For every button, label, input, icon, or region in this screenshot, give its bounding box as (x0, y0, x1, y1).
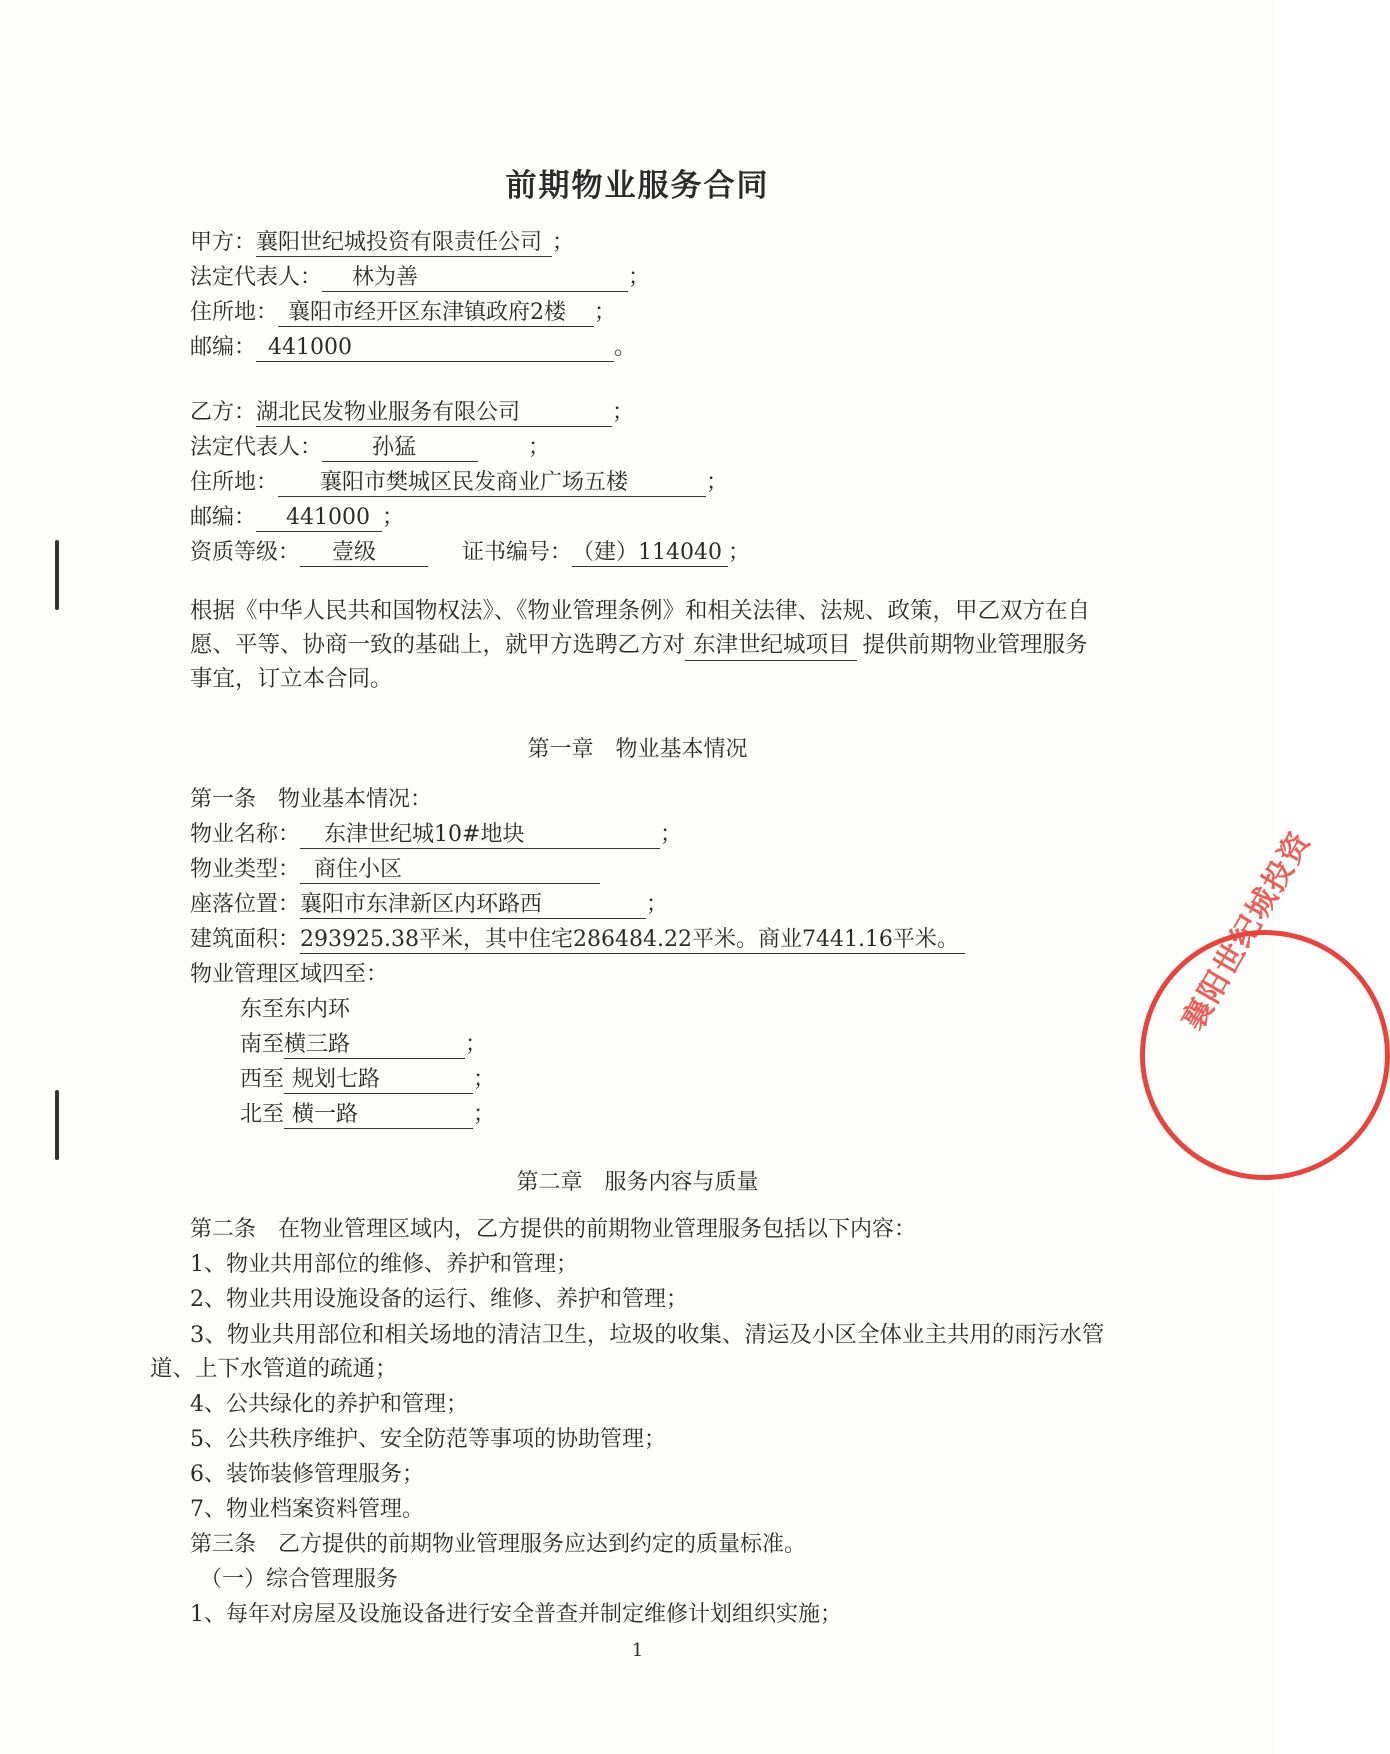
service-item: 5、公共秩序维护、安全防范等事项的协助管理； (190, 1427, 666, 1452)
property-location-line: 座落位置：襄阳市东津新区内环路西 ； (190, 892, 669, 917)
boundary-west-line: 西至 规划七路 ； (240, 1067, 496, 1092)
party-a-address: 襄阳市经开区东津镇政府2楼 (278, 299, 594, 327)
binding-hole-mark (55, 1090, 59, 1160)
service-item: 2、物业共用设施设备的运行、维修、养护和管理； (190, 1287, 688, 1312)
party-b-name-line: 乙方：湖北民发物业服务有限公司 ； (190, 400, 635, 425)
article-3-subheading: （一）综合管理服务 (200, 1567, 399, 1592)
party-a-address-line: 住所地： 襄阳市经开区东津镇政府2楼 ； (190, 300, 617, 325)
article-2-heading: 第二条 在物业管理区域内，乙方提供的前期物业管理服务包括以下内容： (190, 1217, 917, 1242)
article-3-item: 1、每年对房屋及设施设备进行安全普查并制定维修计划组织实施； (190, 1602, 842, 1627)
service-item: 7、物业档案资料管理。 (190, 1497, 424, 1522)
boundary-south: 横三路 (284, 1031, 465, 1059)
party-a-name: 襄阳世纪城投资有限责任公司 (256, 229, 552, 257)
boundary-north: 横一路 (284, 1101, 473, 1129)
company-seal (1140, 825, 1390, 1180)
boundary-west: 规划七路 (284, 1066, 473, 1094)
property-area-line: 建筑面积：293925.38平米，其中住宅286484.22平米。商业7441.16平米。 (190, 925, 965, 955)
boundary-east-line: 东至东内环 (240, 997, 351, 1022)
party-b-name: 湖北民发物业服务有限公司 (256, 399, 612, 427)
party-a-name-line: 甲方：襄阳世纪城投资有限责任公司 ； (190, 230, 575, 255)
property-name: 东津世纪城10#地块 (300, 821, 660, 849)
party-b-address: 襄阳市樊城区民发商业广场五楼 (278, 469, 706, 497)
party-b-rep: 孙猛 (322, 434, 478, 462)
article-1-heading: 第一条 物业基本情况： (190, 787, 433, 812)
boundary-north-line: 北至 横一路 ； (240, 1102, 496, 1127)
party-b-qualification-line: 资质等级： 壹级 证书编号：（建）114040 ； (190, 540, 751, 565)
property-area: 293925.38平米，其中住宅286484.22平米。商业7441.16平米。 (300, 926, 965, 954)
boundary-east: 东内环 (284, 997, 351, 1022)
party-b-address-line: 住所地： 襄阳市樊城区民发商业广场五楼 ； (190, 470, 729, 495)
service-item: 3、物业共用部位和相关场地的清洁卫生，垃圾的收集、清运及小区全体业主共用的雨污水管道、上下水管道的疏通； (150, 1322, 1105, 1382)
party-a-zip-line: 邮编： 441000 。 (190, 335, 637, 360)
service-item: 4、公共绿化的养护和管理； (190, 1392, 468, 1417)
service-item: 6、装饰装修管理服务； (190, 1462, 424, 1487)
party-b-certificate: （建）114040 (572, 539, 728, 567)
property-name-line: 物业名称： 东津世纪城10#地块 ； (190, 822, 683, 847)
property-type-line: 物业类型： 商住小区 (190, 855, 600, 885)
chapter-2-heading: 第二章 服务内容与质量 (516, 1170, 759, 1195)
property-boundary-heading: 物业管理区域四至： (190, 962, 389, 987)
party-b-qualification: 壹级 (300, 539, 428, 567)
party-a-rep-line: 法定代表人： 林为善 ； (190, 265, 651, 290)
property-type: 商住小区 (300, 856, 600, 884)
property-location: 襄阳市东津新区内环路西 (300, 891, 646, 919)
service-item: 1、物业共用部位的维修、养护和管理； (190, 1252, 578, 1277)
party-b-zip: 441000 (256, 504, 382, 532)
article-3-heading: 第三条 乙方提供的前期物业管理服务应达到约定的质量标准。 (190, 1532, 807, 1557)
page-number: 1 (631, 1640, 644, 1661)
boundary-south-line: 南至横三路 ； (240, 1032, 488, 1057)
party-b-zip-line: 邮编： 441000 ； (190, 505, 405, 530)
document-title: 前期物业服务合同 (505, 168, 770, 204)
party-b-rep-line: 法定代表人： 孙猛 ； (190, 435, 551, 460)
intro-paragraph: 根据《中华人民共和国物权法》、《物业管理条例》和相关法律、法规、政策，甲乙双方在自愿、平等、协商一致的基础上，就甲方选聘乙方对 东津世纪城项目 提供前期物业管理服务事宜，订立本合同。 (190, 598, 1091, 692)
chapter-1-heading: 第一章 物业基本情况 (527, 737, 748, 762)
binding-hole-mark (55, 540, 59, 610)
project-name: 东津世纪城项目 (685, 630, 857, 661)
seal-text: 襄阳世纪城投资 (1175, 825, 1319, 1037)
party-a-rep: 林为善 (322, 264, 628, 292)
party-a-zip: 441000 (256, 334, 614, 362)
